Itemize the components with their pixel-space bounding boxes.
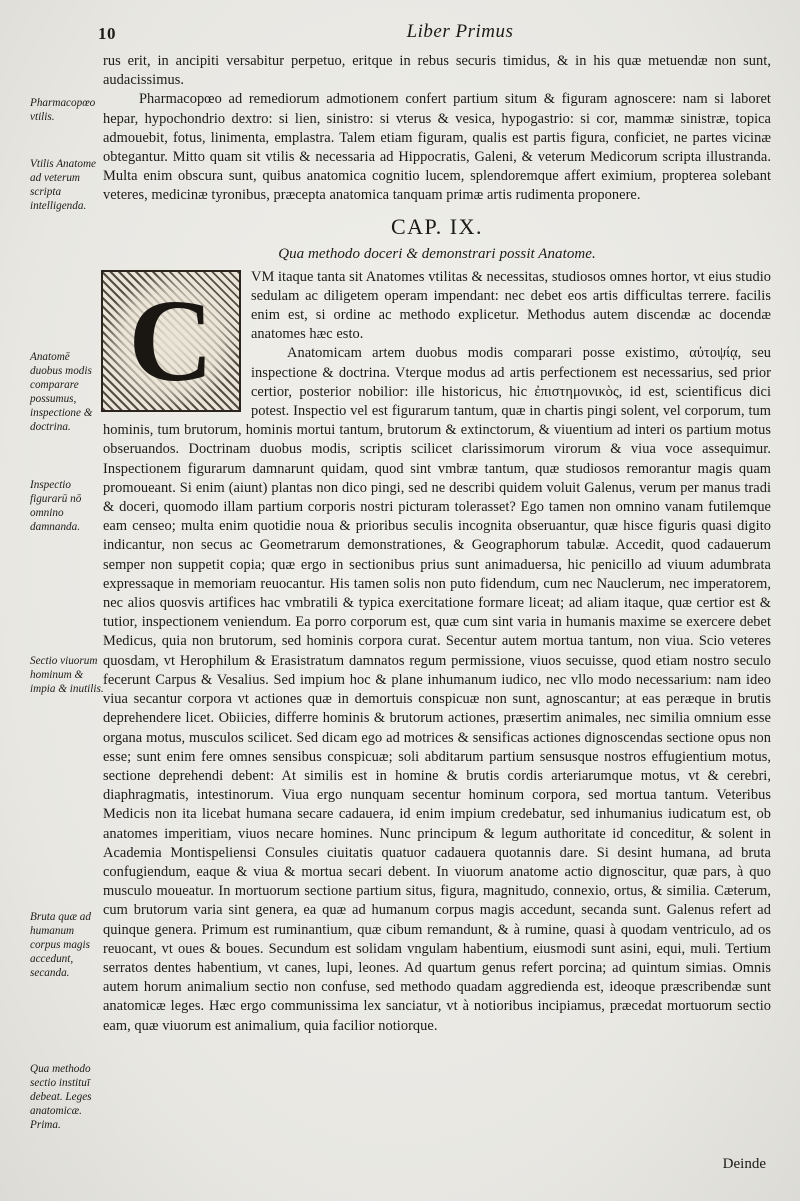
initial-letter: C — [103, 272, 239, 410]
catchword: Deinde — [722, 1156, 766, 1172]
margin-note-5: Sectio viuorum hominum & impia & inutilis. — [30, 655, 104, 695]
decorated-initial — [101, 270, 241, 412]
paragraph-3: VM itaque tanta sit Anatomes vtilitas & necessitas, studiosos omnes hortor, vt eius studio sedulam ac diligetem operam impendant: nec debet eos artis difficultas terrere. facilis enim est, si ordine ac methodo explicetur. Methodus autem discendæ ac docendæ anatomes hæc esto. — [251, 268, 771, 343]
main-text — [103, 52, 771, 1036]
chapter-title: CAP. IX. — [390, 213, 484, 239]
margin-note-3: Anatomē duobus modis comparare possumus, inspectione & doctrina. — [30, 351, 93, 433]
margin-note-4: Inspectio figurarū nō omnino damnanda. — [30, 479, 82, 533]
paragraph-1: rus erit, in ancipiti versabitur perpetuo, eritque in rebus securis timidus, & in his quæ metuendæ non sunt, audacissimus. — [103, 53, 771, 89]
paragraph-2: Pharmacopœo ad remediorum admotionem confert partium situm & figuram agnoscere: nam si laboret hepar, hypochondrio dextro: si lien, sinistro: si vterus & vesica, hypogastrio: si cor, mammæ sinistræ, topica admouebit, fotus, linimenta, emplastra. Talem etiam figuram, qualis est partis figura, conficiet, ne partes vicinæ obtegantur. Mitto quam sit vtilis & necessaria ad Hippocratis, Galeni, & veterum Medicorum scripta illustranda. Multa enim obscura sunt, quibus anatomica cognitio lucem, splendoremque affert eximium, propterea solebant veteres, medicinæ tyronibus, præcepta anatomica tanquam primæ artis rudimenta proponere. — [103, 91, 771, 204]
paragraph-4: Anatomicam artem duobus modis comparari posse existimo, αὐτοψίᾳ, seu inspectione & doctrina. Vterque modus ad artis perfectionem est necessarius, sed prior certior, posterior nobilior: ille historicus, hic ἐπιστημονικὸς, id est, scientificus dici potest. Inspectio vel est figurarum tantum, quæ in chartis pingi solent, vel corporum, tum hominis, tum brutorum, hominis mortui tantum, brutorum & extinctorum, & viuentium ad interi os partium motus obseruandos. Doctrinam duobus modis, scriptis scilicet clarissimorum virorum & viua voce assequimur. Inspectionem figurarum damnarunt quidam, quod sint vmbræ tantum, quæ studiosos remorantur magis quam promoueant. Si enim (aiunt) plantas non dico pingi, sed ne describi quidem voluit Galenus, verum per manus tradi & doceri, quomodo illam partium corporis nostri picturam tolerasset? Ego tamen non omnino vanam futilemque eam censeo; multa enim quotidie noua & prioribus seculis incognita obseruantur, quæ hisce figuris quasi digito indicantur, non secus ac Geometrarum demonstrationes, & Geographorum tabulæ. Accedit, quod cadauerum semper non suppetit copia; quæ ergo in sectionibus prius sunt animaduersa, hic penicillo ad viuum adumbrata expressaque in memoriam reuocantur. His tamen solis non puto fidendum, cum nec Nauclerum, nec imperatorem, nec alios quosvis artifices hac vmbratili & typica exercitatione formare liceat; ad aliam itaque, quæ certior est & tutior, inspectionem veniendum. Ea porro corporum est, quæ cum sint varia in humanis maxime se exercere debet Medicus, quia non brutorum, sed hominis corpora curat. Secentur autem mortua tantum, non viua. Scio veteres quosdam, vt Herophilum & Erasistratum damnatos regum permissione, viuos secuisse, quod etiam nostro seculo fecerunt Carpus & Vesalius. Sed impium hoc & plane inhumanum iudico, nec vllo modo necessarium: nam ideo viua secantur corpora vt actiones quæ in demortuis conspicuæ non sunt, agnoscantur; at eas peræque in brutis deprehendere licet. Obiicies, differre hominis & brutorum actiones, præsertim animales, nec similia omnium esse organa motus, musculos scilicet. Sed dicam ego ad motrices & sensificas actiones dignoscendas sectione opus non esse; sunt enim fere omnes sensibus conspicuæ; soli abditarum partium sensusque nostros effugientium motus, sectione deprehendi debent: At similis est in homine & brutis cordis arteriarumque motus, vt & cerebri, diaphragmatis, intestinorum. Viua ergo nunquam secentur hominum corpora, sed mortua tantum. Veteribus Medicis non ita licebat humana secare cadauera, id enim impium credebatur, sed inhumanius iudicatum est, ob anatomes imperitiam, viuos necare homines. Nunc principum & legum authoritate id conceditur, & solent in Academia Montispeliensi Consules ciuitatis quatuor cadauera quotannis dare. Si desint humana, ad bruta confugiendum, eaque & viua & mortua secari debent. In viuorum anatome actio dignoscitur, quæ pars, à quo musculo moueatur. In mortuorum sectione partium situs, figura, magnitudo, connexio, ortus, & similia. Cæterum, cum brutorum varia sint genera, ea quæ ad humanum corpus magis accedunt, secanda sunt. Galenus refert ad quinque genera. Primum est ruminantium, quæ cibum remandunt, & à rumine, quasi à quodam ventriculo, ad os reuocant, vt oues & boues. Secundum est solidam vngulam habentium, eiusmodi sunt asini, equi, muli. Tertium serratos dentes habentium, vt canes, lupi, leones. Ad quartum genus refert porcina; ad quintum simias. Omnis autem horum animalium sectio non confuse, sed methodo quadam aggredienda est, ideoque præscribendæ sunt anatomicæ leges. Hæc ergo communissima lex sanciatur, vt à notioribus incipiamus, præcedat mortuorum sectio eam, quæ viuorum est animalium, quia facilior notiorque. — [103, 345, 771, 1034]
margin-note-2: Vtilis Anatome ad veterum scripta intelligenda. — [30, 158, 96, 212]
margin-note-7: Qua methodo sectio instituī debeat. Leges anatomicæ. Prima. — [30, 1063, 92, 1131]
margin-note-6: Bruta quæ ad humanum corpus magis accedunt, secanda. — [30, 911, 91, 979]
running-head: Liber Primus — [406, 21, 514, 42]
chapter-subtitle: Qua methodo doceri & demonstrari possit Anatome. — [278, 245, 596, 262]
margin-note-1: Pharmacopœo vtilis. — [30, 97, 96, 123]
page-number: 10 — [98, 24, 116, 43]
